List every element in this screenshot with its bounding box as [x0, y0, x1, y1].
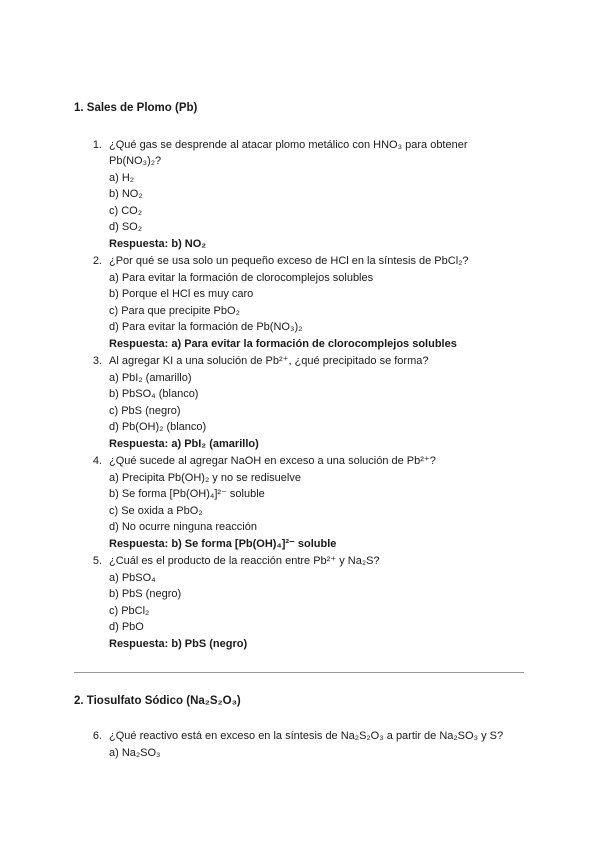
answer-key: Respuesta: b) NO₂ [109, 238, 207, 250]
answer-option: a) PbSO₄ [109, 572, 156, 584]
answer-option: b) Se forma [Pb(OH)₄]²⁻ soluble [109, 488, 265, 500]
answer-key: Respuesta: a) Para evitar la formación de clorocomplejos solubles [109, 338, 457, 350]
answer-key: Respuesta: b) Se forma [Pb(OH)₄]²⁻ soluble [109, 538, 337, 550]
answer-option: d) No ocurre ninguna reacción [109, 521, 257, 533]
answer-option: a) Na₂SO₃ [109, 747, 161, 759]
answer-option: b) PbSO₄ (blanco) [109, 388, 199, 400]
question-prompt: ¿Qué sucede al agregar NaOH en exceso a una solución de Pb²⁺? [109, 455, 436, 467]
question-number: 1. [92, 139, 102, 151]
question-prompt: ¿Cuál es el producto de la reacción entre Pb²⁺ y Na₂S? [109, 555, 380, 567]
question-number: 5. [92, 555, 102, 567]
answer-option: a) H₂ [109, 172, 135, 184]
question-number: 6. [92, 730, 102, 742]
answer-option: c) Se oxida a PbO₂ [109, 505, 203, 517]
question-number: 3. [92, 355, 102, 367]
question-prompt: Al agregar KI a una solución de Pb²⁺, ¿qué precipitado se forma? [109, 355, 429, 367]
answer-option: d) PbO [109, 621, 144, 633]
answer-option: c) PbS (negro) [109, 405, 181, 417]
answer-option: d) Pb(OH)₂ (blanco) [109, 421, 207, 433]
question-prompt: ¿Qué reactivo está en exceso en la síntesis de Na₂S₂O₃ a partir de Na₂SO₃ y S? [109, 730, 504, 742]
answer-option: c) PbCl₂ [109, 605, 150, 617]
question-prompt: ¿Qué gas se desprende al atacar plomo metálico con HNO₃ para obtener [109, 139, 468, 151]
question-number: 2. [92, 255, 102, 267]
answer-option: b) Porque el HCl es muy caro [109, 288, 254, 300]
answer-option: a) Precipita Pb(OH)₂ y no se redisuelve [109, 472, 301, 484]
answer-key: Respuesta: b) PbS (negro) [109, 638, 248, 650]
question-prompt: Pb(NO₃)₂? [109, 155, 162, 167]
answer-option: a) Para evitar la formación de clorocomplejos solubles [109, 272, 374, 284]
section-title: 1. Sales de Plomo (Pb) [74, 102, 198, 114]
question-prompt: ¿Por qué se usa solo un pequeño exceso de HCl en la síntesis de PbCl₂? [109, 255, 469, 267]
section-title: 2. Tiosulfato Sódico (Na₂S₂O₃) [74, 695, 241, 707]
answer-key: Respuesta: a) PbI₂ (amarillo) [109, 438, 259, 450]
answer-option: c) CO₂ [109, 205, 142, 217]
answer-option: d) SO₂ [109, 221, 142, 233]
answer-option: a) PbI₂ (amarillo) [109, 372, 192, 384]
answer-option: b) NO₂ [109, 188, 143, 200]
answer-option: c) Para que precipite PbO₂ [109, 305, 240, 317]
answer-option: b) PbS (negro) [109, 588, 182, 600]
question-number: 4. [92, 455, 102, 467]
section-divider [74, 672, 524, 673]
answer-option: d) Para evitar la formación de Pb(NO₃)₂ [109, 321, 303, 333]
